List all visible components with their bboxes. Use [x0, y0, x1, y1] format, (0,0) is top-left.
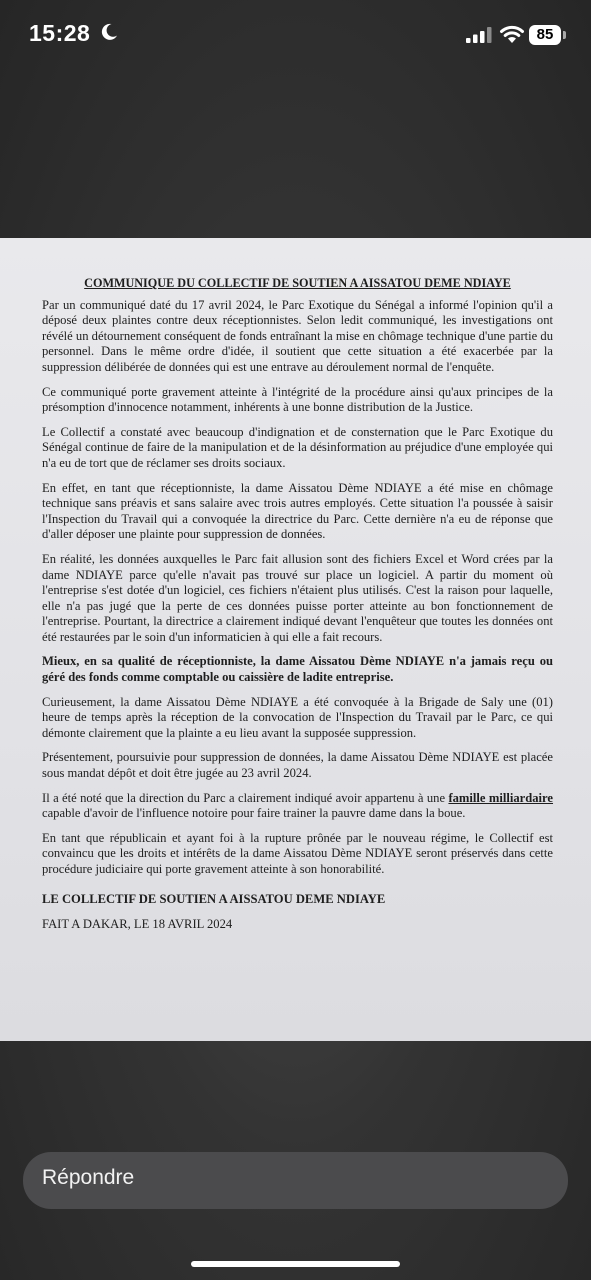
- home-indicator[interactable]: [191, 1261, 400, 1267]
- reply-label: Répondre: [42, 1166, 135, 1189]
- paragraph-10: En tant que républicain et ayant foi à la rupture prônée par le nouveau régime, le Collectif est convaincu que les droits et intérêts de la dame Aissatou Dème NDIAYE seront préservés dans cette procédure judiciaire qui porte gravement atteinte à son honorabilité.: [42, 830, 553, 876]
- paragraph-8: Présentement, poursuivie pour suppression de données, la dame Aissatou Dème NDIAYE est placée sous mandat dépôt et doit être jugée au 23 avril 2024.: [42, 750, 553, 781]
- wifi-icon: [499, 24, 525, 44]
- battery-icon: [529, 25, 561, 45]
- paragraph-3: Le Collectif a constaté avec beaucoup d'indignation et de consternation que le Parc Exotique du Sénégal continue de faire de la manipulation et de la désinformation au préjudice d'une employée qui n'a eu de tort que de réclamer ses droits sociaux.: [42, 424, 553, 470]
- document-place-date: FAIT A DAKAR, LE 18 AVRIL 2024: [42, 917, 233, 932]
- moon-icon: [99, 22, 119, 42]
- paragraph-9: [42, 791, 553, 822]
- paragraph-7: Curieusement, la dame Aissatou Dème NDIAYE a été convoquée à la Brigade de Saly une (01) heure de temps après la réception de la convocation de l'Inspection du Travail par le Parc, ce qui démonte clairement que la plainte a eu lieu avant la supposée suppression.: [42, 694, 553, 740]
- paragraph-4: En effet, en tant que réceptionniste, la dame Aissatou Dème NDIAYE a été mise en chômage technique sans préavis et sans salaire avec trois autres employés. Cette situation l'a poussée à saisir l'Inspection du Travail qui a convoquée la directrice du Parc. Cette dernière n'a eu de réponse que d'aller déposer une plainte pour suppression de données.: [42, 480, 553, 542]
- status-bar: [0, 0, 591, 70]
- reply-bar[interactable]: [23, 1152, 568, 1209]
- paragraph-1: Par un communiqué daté du 17 avril 2024, le Parc Exotique du Sénégal a informé l'opinion qu'il a déposé deux plaintes contre deux réceptionnistes. Selon ledit communiqué, les investigations ont révélé un détournement conséquent de fonds entraînant la mise en chômage technique d'une partie du personnel. Dans le même ordre d'idée, il soutient que cette situation a été exacerbée par la suppression délibérée de données qui est une entrave au déroulement normal de l'enquête.: [42, 297, 553, 374]
- signal-icon: [466, 27, 492, 43]
- document-signature: LE COLLECTIF DE SOUTIEN A AISSATOU DEME NDIAYE: [42, 891, 386, 906]
- status-time: 15:28: [29, 20, 91, 46]
- paragraph-9-start: Il a été noté que la direction du Parc a clairement indiqué avoir appartenu à une: [42, 790, 449, 805]
- battery-level: 85: [536, 26, 554, 43]
- battery-tip: [563, 31, 566, 39]
- paragraph-6: Mieux, en sa qualité de réceptionniste, la dame Aissatou Dème NDIAYE n'a jamais reçu ou géré des fonds comme comptable ou caissière de ladite entreprise.: [42, 654, 553, 685]
- paragraph-5: En réalité, les données auxquelles le Parc fait allusion sont des fichiers Excel et Word crées par la dame NDIAYE parce qu'elle n'avait pas trouvé sur place un logiciel. A partir du moment où l'entreprise s'est dotée d'un logiciel, ces fichiers n'étaient plus utilisés. C'est la raison pour laquelle, elle n'a pas jugé que la perte de ces données puisse porter atteinte au bon fonctionnement de l'entreprise. Pourtant, la directrice a clairement indiqué devant l'enquêteur que toutes les données ont été restaurées par le soin d'un informaticien à qui elle a fait recours.: [42, 551, 553, 644]
- paragraph-9-end: capable d'avoir de l'influence notoire pour faire trainer la pauvre dame dans la boue.: [42, 806, 466, 821]
- document-title: COMMUNIQUE DU COLLECTIF DE SOUTIEN A AISSATOU DEME NDIAYE: [84, 276, 511, 290]
- paragraph-2: Ce communiqué porte gravement atteinte à l'intégrité de la procédure ainsi qu'aux principes de la présomption d'innocence notamment, inhérents à une bonne distribution de la Justice.: [42, 384, 553, 415]
- document-image: [0, 238, 591, 1041]
- paragraph-9-highlight: famille milliardaire: [448, 790, 554, 805]
